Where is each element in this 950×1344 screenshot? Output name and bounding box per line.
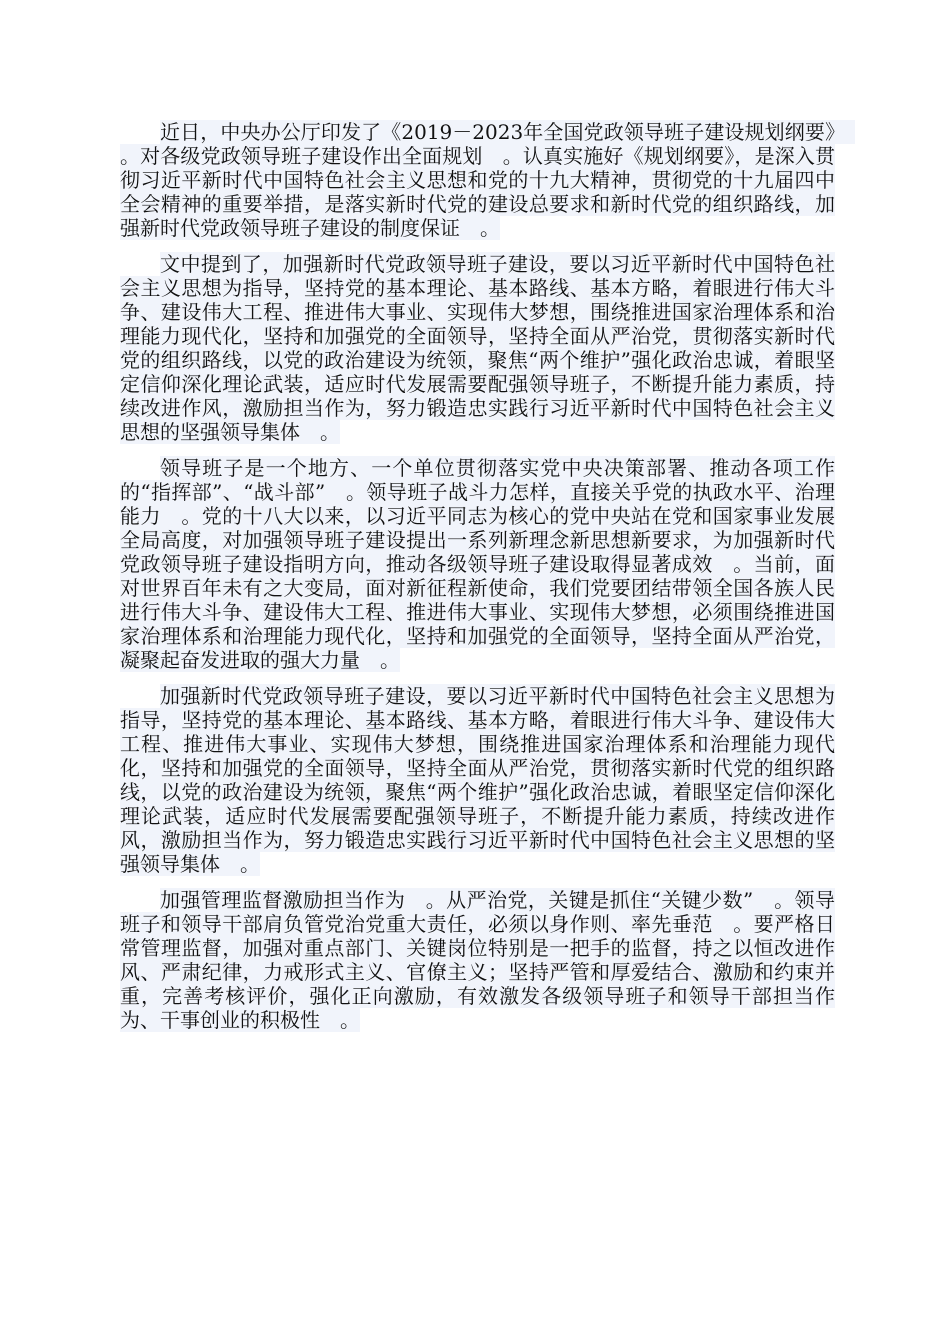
paragraph-2-text: 文中提到了，加强新时代党政领导班子建设，要以习近平新时代中国特色社会主义思想为指导，坚持党的基本理论、基本路线、基本方略，着眼进行伟大斗争、建设伟大工程、推进伟大事业、实现伟大梦想，围绕推进国家治理体系和治理能力现代化，坚持和加强党的全面领导，坚持全面从严治党，贯彻落实新时代党的组织路线，以党的政治建设为统领，聚焦“两个维护”强化政治忠诚，着眼坚定信仰深化理论武装，适应时代发展需要配强领导班子，不断提升能力素质，持续改进作风，激励担当作为，努力锻造忠实践行习近平新时代中国特色社会主义思想的坚强领导集体 。 — [120, 252, 835, 444]
paragraph-5-text: 加强管理监督激励担当作为 。从严治党，关键是抓住“关键少数” 。领导班子和领导干部肩负管党治党重大责任，必须以身作则、率先垂范 。要严格日常管理监督，加强对重点部门、关键岗位特别是一把手的监督，持之以恒改进作风、严肃纪律，力戒形式主义、官僚主义；坚持严管和厚爱结合、激励和约束并重，完善考核评价，强化正向激励，有效激发各级领导班子和领导干部担当作为、干事创业的积极性 。 — [120, 888, 835, 1032]
paragraph-5 — [120, 888, 835, 1032]
paragraph-1-text: 近日，中央办公厅印发了《2019－2023年全国党政领导班子建设规划纲要》 。对各级党政领导班子建设作出全面规划 。认真实施好《规划纲要》，是深入贯彻习近平新时代中国特色社会主义思想和党的十九大精神，贯彻党的十九届四中全会精神的重要举措，是落实新时代党的建设总要求和新时代党的组织路线，加强新时代党政领导班子建设的制度保证 。 — [120, 120, 855, 240]
paragraph-4-text: 加强新时代党政领导班子建设，要以习近平新时代中国特色社会主义思想为指导，坚持党的基本理论、基本路线、基本方略，着眼进行伟大斗争、建设伟大工程、推进伟大事业、实现伟大梦想，围绕推进国家治理体系和治理能力现代化，坚持和加强党的全面领导，坚持全面从严治党，贯彻落实新时代党的组织路线，以党的政治建设为统领，聚焦“两个维护”强化政治忠诚，着眼坚定信仰深化理论武装，适应时代发展需要配强领导班子，不断提升能力素质，持续改进作风，激励担当作为，努力锻造忠实践行习近平新时代中国特色社会主义思想的坚强领导集体 。 — [120, 684, 835, 876]
document-page — [120, 120, 855, 1044]
paragraph-1 — [120, 120, 855, 240]
paragraph-2 — [120, 252, 835, 444]
paragraph-4 — [120, 684, 835, 876]
paragraph-3-text: 领导班子是一个地方、一个单位贯彻落实党中央决策部署、推动各项工作的“指挥部”、“战斗部” 。领导班子战斗力怎样，直接关乎党的执政水平、治理能力 。党的十八大以来，以习近平同志为核心的党中央站在党和国家事业发展全局高度，对加强领导班子建设提出一系列新理念新思想新要求，为加强新时代党政领导班子建设指明方向，推动各级领导班子建设取得显著成效 。当前，面对世界百年未有之大变局，面对新征程新使命，我们党要团结带领全国各族人民进行伟大斗争、建设伟大工程、推进伟大事业、实现伟大梦想，必须围绕推进国家治理体系和治理能力现代化，坚持和加强党的全面领导，坚持全面从严治党，凝聚起奋发进取的强大力量 。 — [120, 456, 835, 672]
paragraph-3 — [120, 456, 835, 672]
